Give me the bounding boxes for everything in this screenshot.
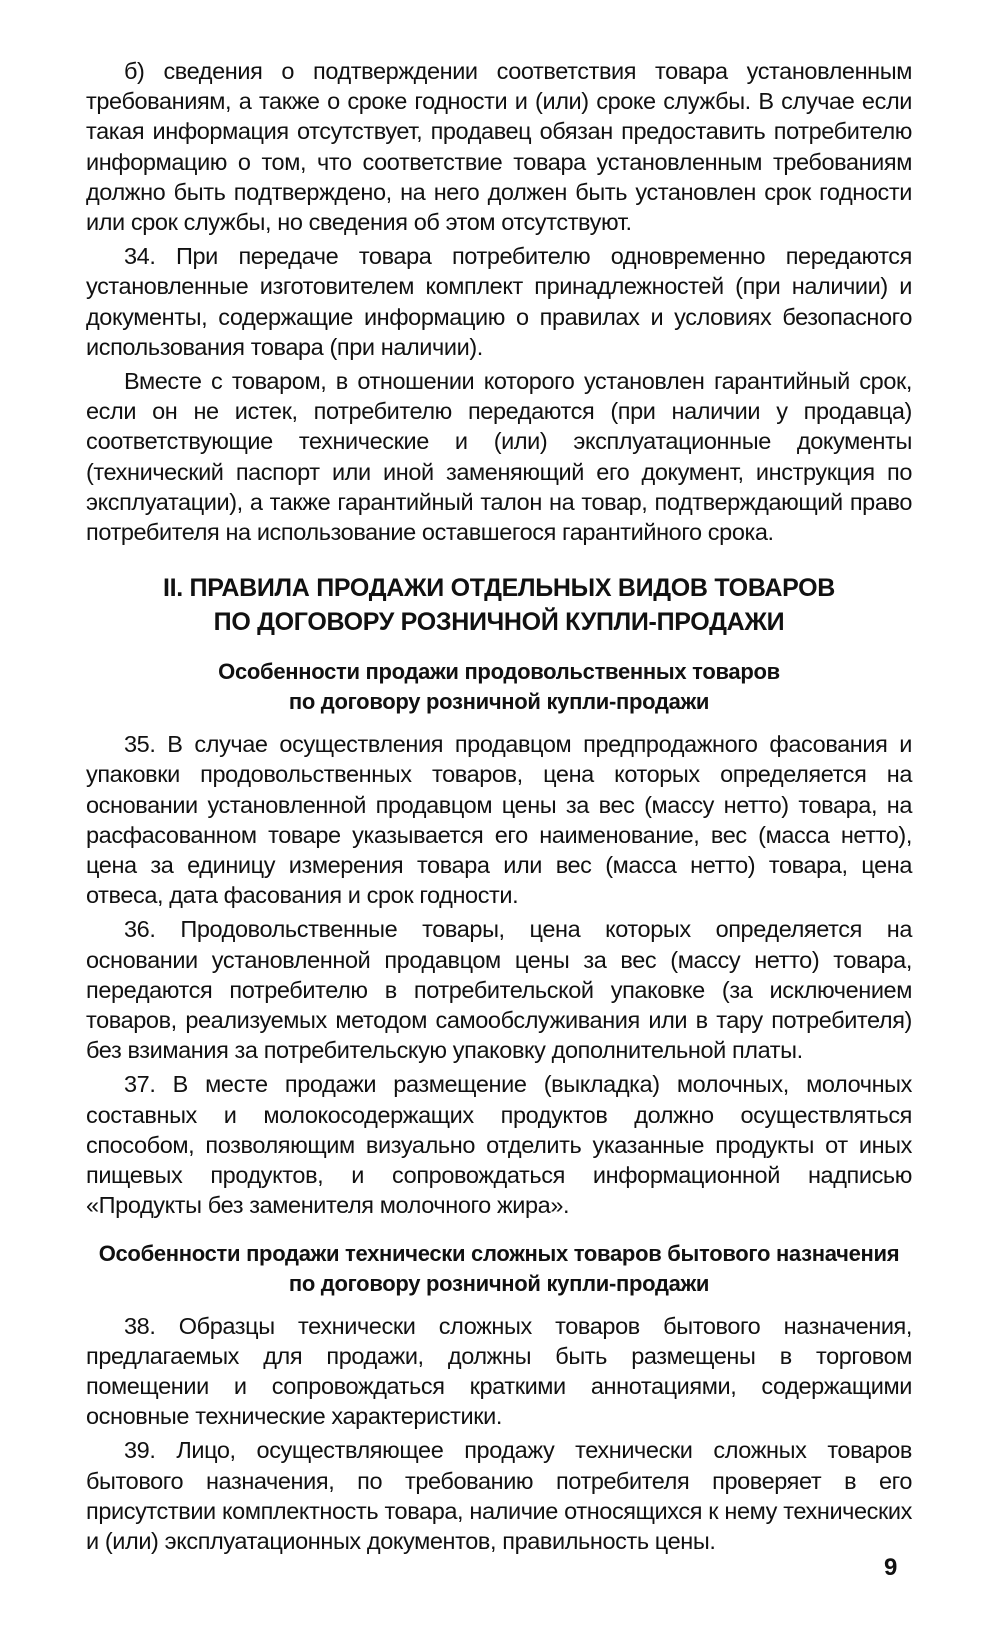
chapter-title-line-2: ПО ДОГОВОРУ РОЗНИЧНОЙ КУПЛИ-ПРОДАЖИ — [213, 608, 785, 637]
paragraph-35: 35. В случае осуществления продавцом предпродажного фасования и упаковки продовольственных товаров, цена которых определяется на основании установленной продавцом цены за вес (массу нетто) товара, на расфасованном товаре указывается его наименование, вес (масса нетто), цена за единицу измерения товара или вес (масса нетто) товара, цена отвеса, дата фасования и срок годности. — [86, 731, 912, 909]
section-tech-title-line-1: Особенности продажи технически сложных товаров бытового назначения — [98, 1240, 900, 1266]
chapter-title-line-1: II. ПРАВИЛА ПРОДАЖИ ОТДЕЛЬНЫХ ВИДОВ ТОВАРОВ — [162, 574, 836, 603]
paragraph-34: 34. При передаче товара потребителю одновременно передаются установленные изготовителем комплект принадлежностей (при наличии) и документы, содержащие информацию о правилах и условиях безопасного использования товара (при наличии). — [86, 243, 912, 360]
page-number: 9 — [884, 1554, 898, 1581]
paragraph-38: 38. Образцы технически сложных товаров бытового назначения, предлагаемых для продажи, должны быть размещены в торговом помещении и сопровождаться краткими аннотациями, содержащими основные технические характеристики. — [86, 1312, 912, 1430]
paragraph-b-info: б) сведения о подтверждении соответствия товара установленным требованиям, а также о сроке годности и (или) сроке службы. В случае если такая информация отсутствует, продавец обязан предоставить потребителю информацию о том, что соответствие товара установленным требованиям должно быть подтверждено, на него должен быть установлен срок годности или срок службы, но сведения об этом отсутствуют. — [86, 58, 912, 236]
section-tech-title-line-2: по договору розничной купли-продажи — [288, 1270, 710, 1296]
paragraph-39: 39. Лицо, осуществляющее продажу технически сложных товаров бытового назначения, по требованию потребителя проверяет в его присутствии комплектность товара, наличие относящихся к нему технических и (или) эксплуатационных документов, правильность цены. — [86, 1437, 912, 1554]
paragraph-37: 37. В месте продажи размещение (выкладка) молочных, молочных составных и молокосодержащих продуктов должно осуществляться способом, позволяющим визуально отделить указанные продукты от иных пищевых продуктов, и сопровождаться информационной надписью «Продукты без заменителя молочного жира». — [86, 1071, 912, 1219]
paragraph-warranty: Вместе с товаром, в отношении которого установлен гарантийный срок, если он не истек, потребителю передаются (при наличии у продавца) соответствующие технические и (или) эксплуатационные документы (технический паспорт или иной заменяющий его документ, инструкция по эксплуатации), а также гарантийный талон на товар, подтверждающий право потребителя на использование оставшегося гарантийного срока. — [86, 368, 912, 546]
paragraph-36: 36. Продовольственные товары, цена которых определяется на основании установленной продавцом цены за вес (массу нетто) товара, передаются потребителю в потребительской упаковке (за исключением товаров, реализуемых методом самообслуживания или в тару потребителя) без взимания за потребительскую упаковку дополнительной платы. — [86, 916, 912, 1064]
section-title-food — [86, 657, 912, 717]
section-title-tech — [86, 1239, 912, 1299]
chapter-title — [86, 571, 912, 639]
document-page — [86, 56, 912, 1560]
section-food-title-line-1: Особенности продажи продовольственных товаров — [218, 659, 780, 685]
section-food-title-line-2: по договору розничной купли-продажи — [288, 689, 710, 715]
